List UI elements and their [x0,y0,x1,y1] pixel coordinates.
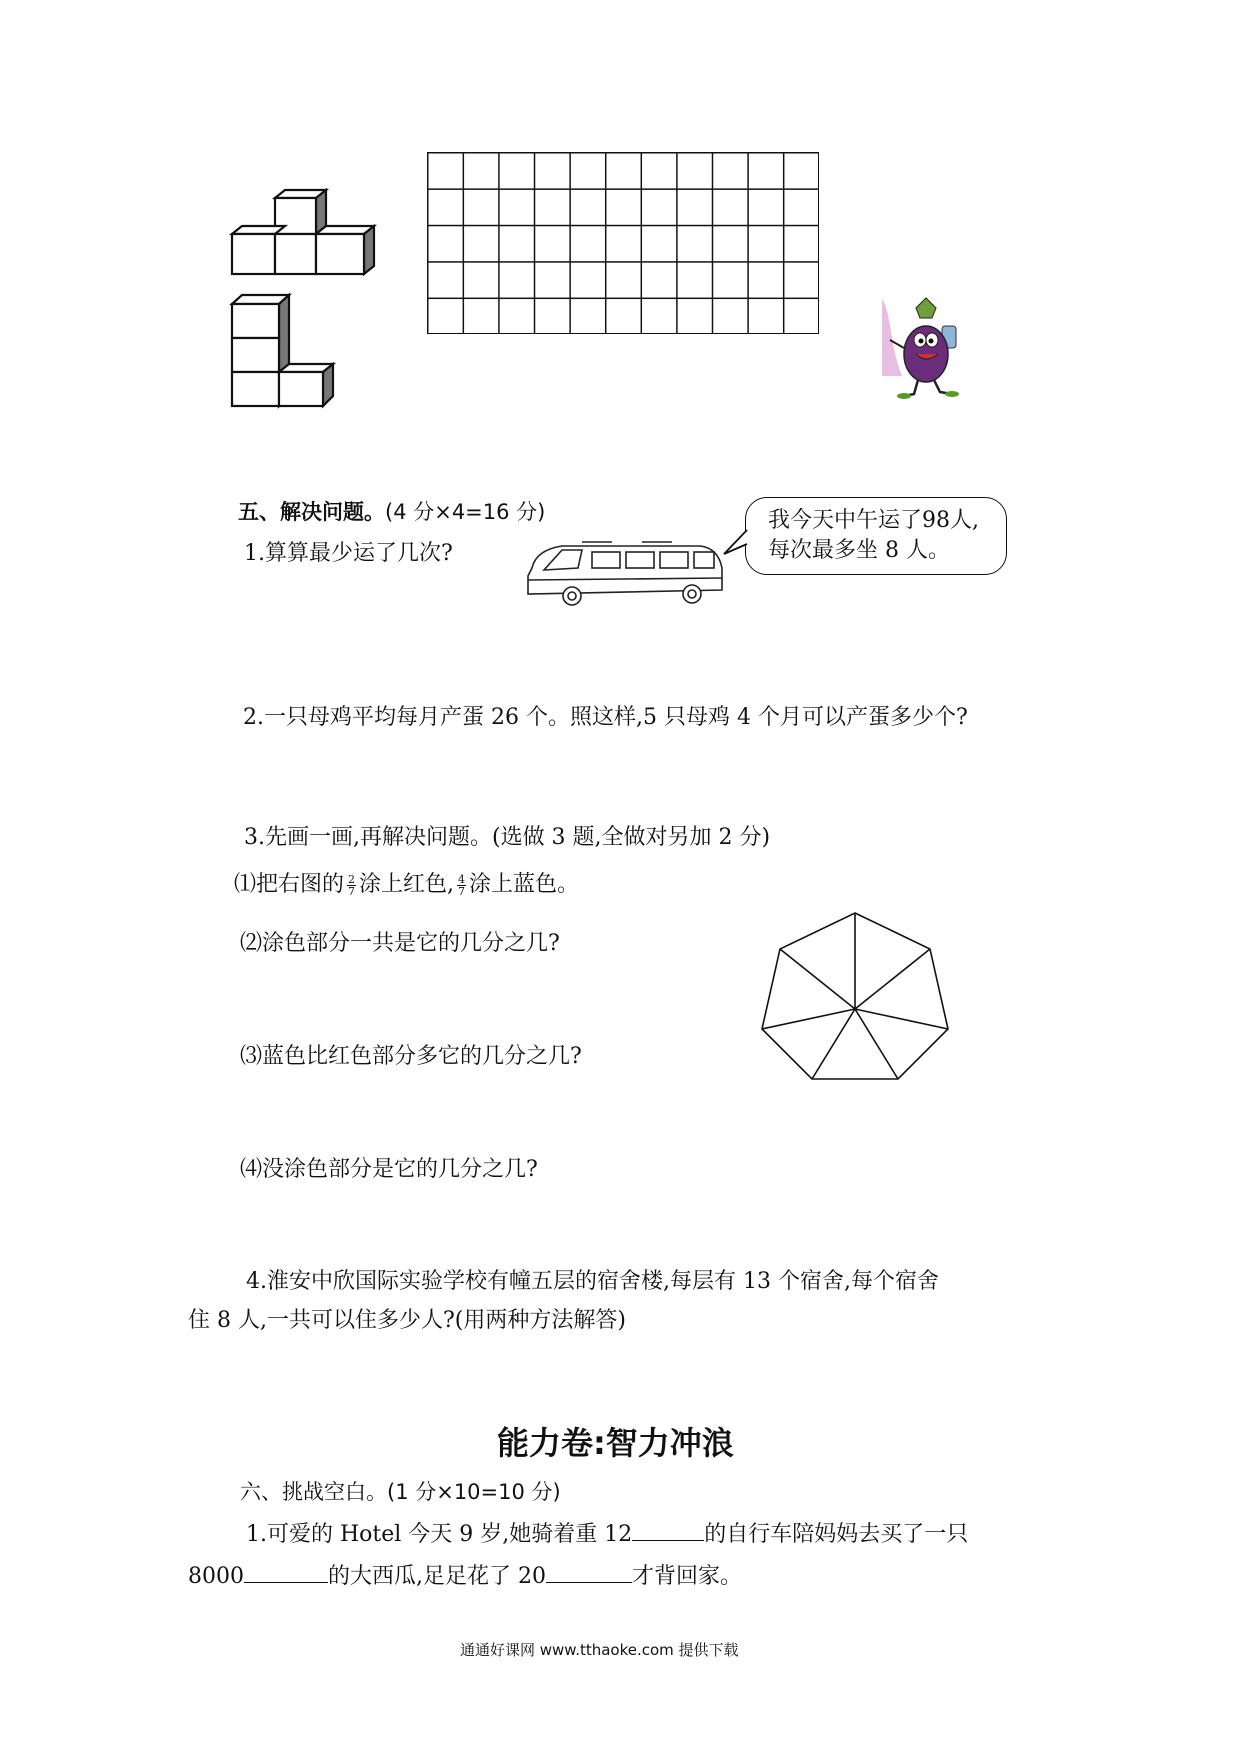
bubble-line-2: 每次最多坐 8 人。 [768,538,950,563]
q2-text: 2.一只母鸡平均每月产蛋 26 个。照这样,5 只母鸡 4 个月可以产蛋多少个? [243,705,968,730]
blank-3[interactable] [546,1560,632,1583]
speech-bubble-tail [722,528,750,558]
q3-part2: ⑵涂色部分一共是它的几分之几? [240,931,560,956]
fraction-4-7: $\frac{4}{7}$ [458,872,466,898]
blank-2[interactable] [244,1560,328,1583]
q3-part3: ⑶蓝色比红色部分多它的几分之几? [240,1044,582,1069]
section6-q1-line-1: 1.可爱的 Hotel 今天 9 岁,她骑着重 12 的自行车陪妈妈去买了一只 [246,1518,968,1550]
speech-bubble [745,497,1007,575]
cubes-l-shape-icon [225,292,340,418]
ability-title: 能力卷:智力冲浪 [497,1424,734,1462]
footer-text: 通通好课网 www.tthaoke.com 提供下载 [460,1641,739,1659]
eggplant-mascot-icon [880,296,976,402]
cubes-t-shape-icon [225,188,385,284]
section5-heading: 五、解决问题。(4 分×4=16 分) [238,500,546,524]
q3-part1: ⑴把右图的 $\frac{2}{7}$ 涂上红色, $\frac{4}{7}$ 涂上蓝色。 [234,872,580,898]
q4-line-2: 住 8 人,一共可以住多少人?(用两种方法解答) [188,1308,626,1333]
bubble-line-1: 我今天中午运了98人, [768,508,979,533]
square-grid [427,152,819,334]
q4-line-1: 4.淮安中欣国际实验学校有幢五层的宿舍楼,每层有 13 个宿舍,每个宿舍 [246,1269,939,1294]
minibus-icon [522,538,727,608]
q1-text: 1.算算最少运了几次? [244,541,453,566]
blank-1[interactable] [632,1518,704,1541]
heptagon-figure [752,909,958,1085]
q3-part4: ⑷没涂色部分是它的几分之几? [240,1157,538,1182]
section6-heading: 六、挑战空白。(1 分×10=10 分) [240,1480,561,1504]
q3-intro: 3.先画一画,再解决问题。(选做 3 题,全做对另加 2 分) [244,825,771,850]
fraction-2-7: $\frac{2}{7}$ [348,872,356,898]
section6-q1-line-2: 8000 的大西瓜,足足花了 20 才背回家。 [188,1560,742,1592]
